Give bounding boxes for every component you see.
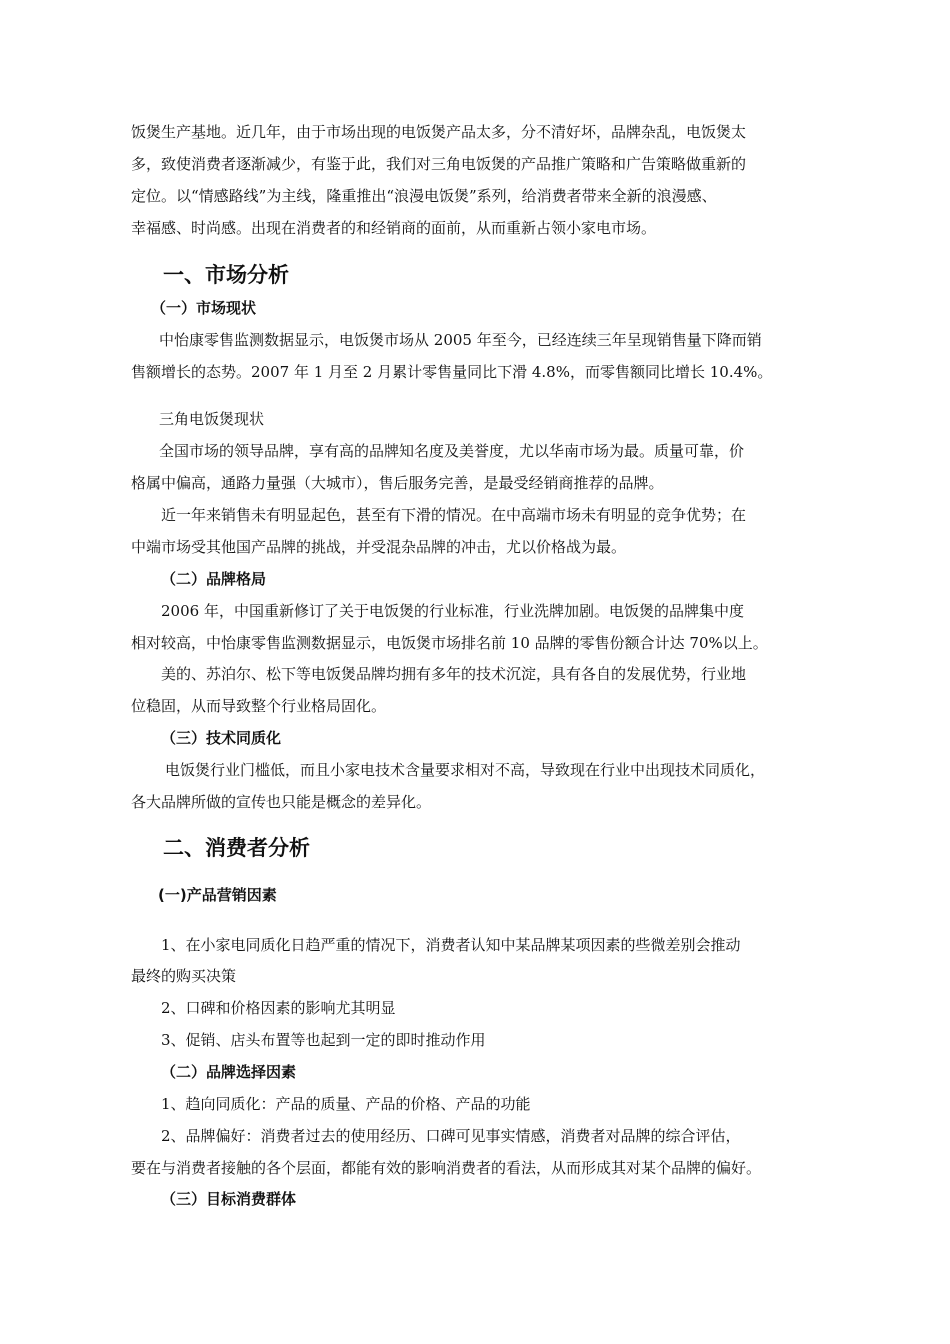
section-2-sub-1-heading: (一)产品营销因素 bbox=[158, 886, 277, 904]
section-1-title: 一、市场分析 bbox=[163, 263, 289, 287]
intro-line-1: 饭煲生产基地。近几年，由于市场出现的电饭煲产品太多，分不清好坏，品牌杂乱，电饭煲太 bbox=[131, 123, 747, 141]
intro-line-4: 幸福感、时尚感。出现在消费者的和经销商的面前，从而重新占领小家电市场。 bbox=[131, 219, 657, 237]
intro-line-3: 定位。以“情感路线”为主线，隆重推出“浪漫电饭煲”系列，给消费者带来全新的浪漫感、 bbox=[131, 187, 717, 205]
brand-choice-item-2: 2、品牌偏好：消费者过去的使用经历、口碑可见事实情感，消费者对品牌的综合评估， bbox=[161, 1127, 741, 1145]
sanjiao-status-line-2: 格属中偏高，通路力量强（大城市），售后服务完善，是最受经销商推荐的品牌。 bbox=[131, 474, 664, 492]
sanjiao-status-line-3: 近一年来销售未有明显起色，甚至有下滑的情况。在中高端市场未有明显的竞争优势；在 bbox=[161, 506, 747, 524]
brand-pattern-line-2: 相对较高，中怡康零售监测数据显示，电饭煲市场排名前 10 品牌的零售份额合计达 70%以上。 bbox=[131, 634, 768, 652]
market-status-line-2: 售额增长的态势。2007 年 1 月至 2 月累计零售量同比下滑 4.8%，而零售额同比增长 10.4%。 bbox=[131, 363, 773, 381]
section-2-sub-3-heading: （三）目标消费群体 bbox=[161, 1190, 297, 1208]
marketing-factor-item-2: 2、口碑和价格因素的影响尤其明显 bbox=[161, 999, 396, 1017]
sanjiao-status-line-1: 全国市场的领导品牌，享有高的品牌知名度及美誉度，尤以华南市场为最。质量可靠，价 bbox=[159, 442, 745, 460]
section-2-sub-2-heading: （二）品牌选择因素 bbox=[161, 1063, 297, 1081]
brand-choice-item-2-cont: 要在与消费者接触的各个层面，都能有效的影响消费者的看法，从而形成其对某个品牌的偏好。 bbox=[131, 1159, 762, 1177]
section-1-sub-1-heading: （一）市场现状 bbox=[151, 299, 257, 317]
intro-line-2: 多，致使消费者逐渐减少，有鉴于此，我们对三角电饭煲的产品推广策略和广告策略做重新的 bbox=[131, 155, 747, 173]
brand-pattern-line-3: 美的、苏泊尔、松下等电饭煲品牌均拥有多年的技术沉淀，具有各自的发展优势，行业地 bbox=[161, 665, 747, 683]
sanjiao-status-heading: 三角电饭煲现状 bbox=[159, 410, 265, 428]
brand-choice-item-1: 1、趋向同质化：产品的质量、产品的价格、产品的功能 bbox=[161, 1095, 531, 1113]
section-1-sub-3-heading: （三）技术同质化 bbox=[161, 729, 282, 747]
marketing-factor-item-3: 3、促销、店头布置等也起到一定的即时推动作用 bbox=[161, 1031, 486, 1049]
tech-homogeneity-line-1: 电饭煲行业门槛低，而且小家电技术含量要求相对不高，导致现在行业中出现技术同质化， bbox=[165, 761, 766, 779]
section-2-title: 二、消费者分析 bbox=[163, 836, 310, 860]
tech-homogeneity-line-2: 各大品牌所做的宣传也只能是概念的差异化。 bbox=[131, 793, 432, 811]
marketing-factor-item-1: 1、在小家电同质化日趋严重的情况下，消费者认知中某品牌某项因素的些微差别会推动 bbox=[161, 936, 741, 954]
market-status-line-1: 中怡康零售监测数据显示，电饭煲市场从 2005 年至今，已经连续三年呈现销售量下降而销 bbox=[159, 331, 762, 349]
marketing-factor-item-1-cont: 最终的购买决策 bbox=[131, 967, 237, 985]
section-1-sub-2-heading: （二）品牌格局 bbox=[161, 570, 267, 588]
brand-pattern-line-4: 位稳固，从而导致整个行业格局固化。 bbox=[131, 697, 387, 715]
sanjiao-status-line-4: 中端市场受其他国产品牌的挑战，并受混杂品牌的冲击，尤以价格战为最。 bbox=[131, 538, 627, 556]
brand-pattern-line-1: 2006 年，中国重新修订了关于电饭煲的行业标准，行业洗牌加剧。电饭煲的品牌集中度 bbox=[161, 602, 744, 620]
